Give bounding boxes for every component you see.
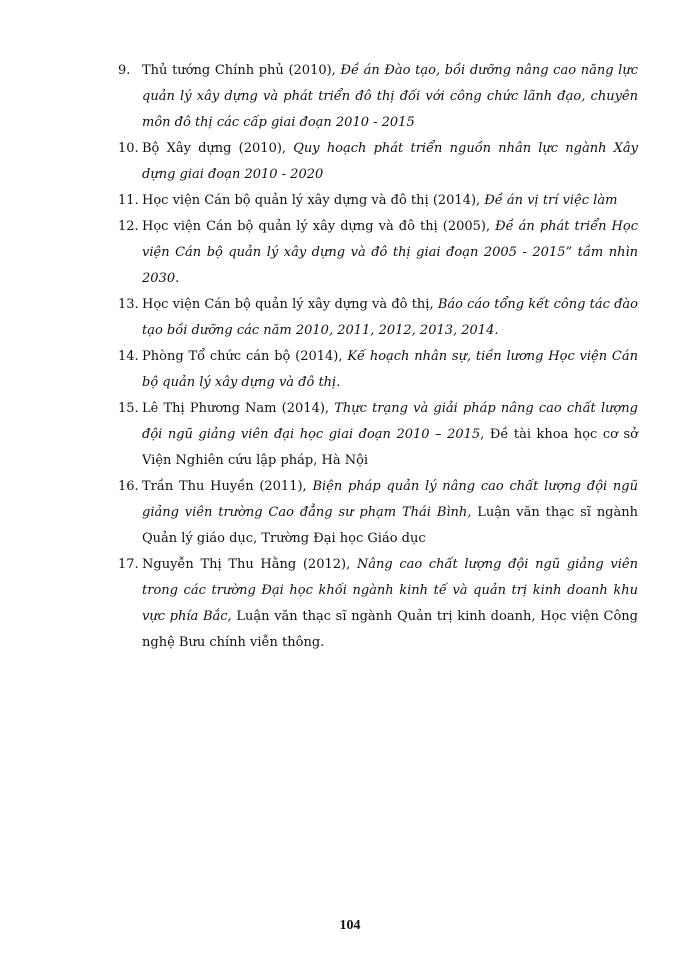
reference-number: 16.	[118, 479, 139, 494]
reference-author: Trần Thu Huyền (2011),	[142, 479, 313, 494]
reference-title: Quy hoạch phát triển nguồn nhân lực ngành Xây dựng giai đoạn 2010 - 2020	[142, 141, 638, 182]
reference-number: 11.	[118, 193, 139, 208]
reference-item-11	[118, 188, 638, 214]
reference-source: Luận văn thạc sĩ ngành Quản lý giáo dục, Trường Đại học Giáo dục	[142, 505, 639, 546]
reference-number: 9.	[118, 63, 131, 78]
reference-item-9	[118, 58, 638, 136]
reference-author: Bộ Xây dựng (2010),	[142, 141, 294, 156]
reference-source: , Đề tài khoa học cơ sở Viện Nghiên cứu lập pháp, Hà Nội	[142, 427, 638, 468]
reference-title: Kế hoạch nhân sự, tiền lương Học viện Cán bộ quản lý xây dựng và đô thị.	[142, 349, 638, 390]
reference-author: Học viện Cán bộ quản lý xây dựng và đô thị,	[142, 297, 438, 312]
reference-title: Đề án phát triển Học viện Cán bộ quản lý xây dựng và đô thị giai đoạn 2005 - 2015” tầm nhìn 2030.	[142, 219, 638, 286]
reference-source: Luận văn thạc sĩ ngành Quản trị kinh doanh, Học viện Công nghệ Bưu chính viễn thông.	[142, 609, 638, 650]
reference-title: Báo cáo tổng kết công tác đào tạo bồi dưỡng các năm 2010, 2011, 2012, 2013, 2014.	[142, 297, 638, 338]
reference-item-15	[118, 396, 638, 474]
reference-item-13	[118, 292, 638, 344]
reference-item-17	[118, 552, 638, 656]
reference-number: 17.	[118, 557, 139, 572]
reference-title: Biện pháp quản lý nâng cao chất lượng đội ngũ giảng viên trường Cao đẳng sư phạm Thái Bình,	[142, 479, 638, 520]
reference-number: 15.	[118, 401, 139, 416]
reference-author: Thủ tướng Chính phủ (2010),	[142, 63, 341, 78]
reference-item-14	[118, 344, 638, 396]
reference-title: Thực trạng và giải pháp nâng cao chất lượng đội ngũ giảng viên đại học giai đoạn 2010 – 2015	[142, 401, 638, 442]
reference-number: 13.	[118, 297, 139, 312]
page-number: 104	[339, 918, 361, 933]
reference-title: Nâng cao chất lượng đội ngũ giảng viên trong các trường Đại học khối ngành kinh tế và quản trị kinh doanh khu vực phía Bắc,	[142, 557, 638, 624]
reference-number: 10.	[118, 141, 139, 156]
reference-title: Đề án Đào tạo, bồi dưỡng nâng cao năng lực quản lý xây dựng và phát triển đô thị đối với công chức lãnh đạo, chuyên môn đô thị các cấp giai đoạn 2010 - 2015	[142, 63, 638, 130]
reference-title: Đề án vị trí việc làm	[484, 193, 618, 208]
reference-author: Phòng Tổ chức cán bộ (2014),	[142, 349, 348, 364]
reference-author: Lê Thị Phương Nam (2014),	[142, 401, 335, 416]
reference-number: 14.	[118, 349, 139, 364]
reference-item-16	[118, 474, 638, 552]
reference-author: Học viện Cán bộ quản lý xây dựng và đô thị (2014),	[142, 193, 485, 208]
reference-item-12	[118, 214, 638, 292]
reference-author: Nguyễn Thị Thu Hằng (2012),	[142, 557, 357, 572]
reference-list	[118, 58, 638, 656]
reference-item-10	[118, 136, 638, 188]
reference-author: Học viện Cán bộ quản lý xây dựng và đô thị (2005),	[142, 219, 496, 234]
reference-number: 12.	[118, 219, 139, 234]
